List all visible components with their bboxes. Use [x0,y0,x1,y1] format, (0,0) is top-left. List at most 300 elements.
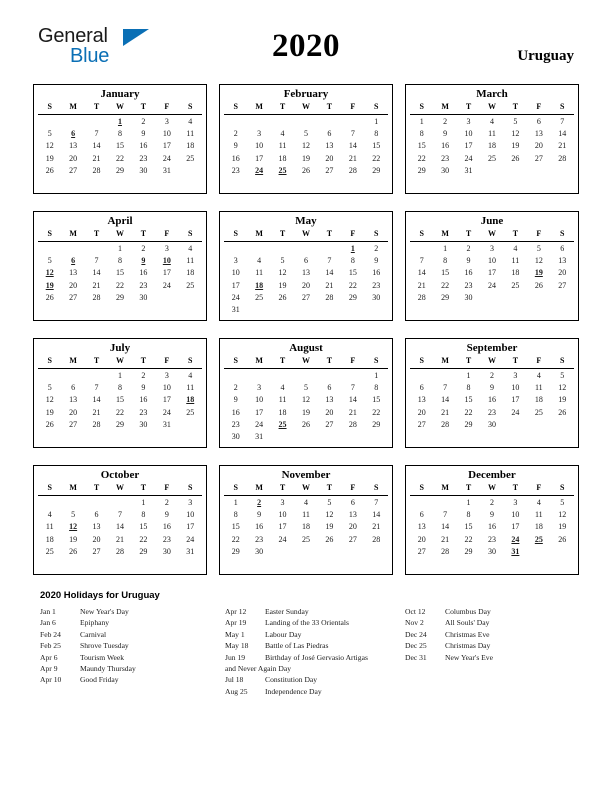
day-cell[interactable]: 15 [464,395,473,405]
day-cell[interactable]: 10 [278,510,287,520]
day-cell[interactable]: 14 [325,268,334,278]
day-cell[interactable]: 9 [443,129,448,139]
day-cell[interactable]: 2 [141,371,146,380]
day-cell[interactable]: 14 [348,141,357,151]
day-cell[interactable]: 27 [325,419,334,429]
day-cell[interactable]: 4 [280,383,285,393]
day-cell[interactable]: 16 [255,522,264,532]
day-cell[interactable]: 11 [534,383,543,393]
day-cell[interactable]: 11 [186,383,195,393]
day-cell[interactable]: 17 [487,268,496,278]
day-cell[interactable]: 23 [231,419,240,429]
day-cell[interactable]: 13 [534,129,543,139]
day-cell[interactable]: 4 [188,371,193,380]
day-cell[interactable]: 12 [278,268,287,278]
day-cell[interactable]: 12 [45,141,54,151]
day-cell-holiday[interactable]: 18 [255,280,264,290]
day-cell-holiday[interactable]: 2 [257,498,262,507]
day-cell[interactable]: 22 [115,153,124,163]
day-cell[interactable]: 28 [372,534,381,544]
day-cell[interactable]: 14 [441,522,450,532]
day-cell[interactable]: 9 [257,510,262,520]
day-cell[interactable]: 7 [350,383,355,393]
day-cell[interactable]: 16 [487,522,496,532]
day-cell[interactable]: 28 [348,419,357,429]
day-cell[interactable]: 30 [162,546,171,556]
day-cell[interactable]: 12 [301,395,310,405]
day-cell[interactable]: 12 [45,395,54,405]
day-cell[interactable]: 11 [186,129,195,139]
day-cell[interactable]: 23 [372,280,381,290]
day-cell[interactable]: 7 [327,256,332,266]
day-cell[interactable]: 11 [186,256,195,266]
day-cell[interactable]: 27 [92,546,101,556]
day-cell[interactable]: 24 [162,280,171,290]
day-cell[interactable]: 15 [115,395,124,405]
day-cell[interactable]: 10 [186,510,195,520]
day-cell[interactable]: 5 [303,129,308,139]
day-cell[interactable]: 6 [327,129,332,139]
day-cell[interactable]: 29 [115,292,124,302]
day-cell[interactable]: 11 [302,510,310,520]
day-cell[interactable]: 30 [372,292,381,302]
day-cell[interactable]: 3 [280,498,285,507]
day-cell[interactable]: 9 [466,256,471,266]
day-cell[interactable]: 30 [487,546,496,556]
day-cell[interactable]: 17 [186,522,195,532]
day-cell[interactable]: 8 [466,383,471,393]
day-cell[interactable]: 7 [94,383,99,393]
day-cell[interactable]: 19 [301,407,310,417]
day-cell-holiday[interactable]: 25 [278,419,287,429]
day-cell[interactable]: 15 [417,141,426,151]
day-cell[interactable]: 29 [464,546,473,556]
day-cell[interactable]: 8 [233,510,238,520]
day-cell[interactable]: 22 [348,280,357,290]
day-cell[interactable]: 23 [464,280,473,290]
day-cell[interactable]: 6 [419,510,424,520]
day-cell[interactable]: 2 [233,383,238,393]
day-cell[interactable]: 8 [350,256,355,266]
day-cell[interactable]: 17 [255,407,264,417]
day-cell[interactable]: 31 [255,432,264,442]
day-cell[interactable]: 26 [45,292,54,302]
day-cell[interactable]: 9 [374,256,379,266]
day-cell[interactable]: 6 [327,383,332,393]
day-cell[interactable]: 21 [92,153,101,163]
day-cell[interactable]: 13 [69,395,78,405]
day-cell[interactable]: 16 [487,395,496,405]
day-cell[interactable]: 2 [443,117,448,126]
day-cell[interactable]: 7 [94,129,99,139]
day-cell[interactable]: 5 [513,117,518,126]
day-cell[interactable]: 12 [558,510,567,520]
day-cell[interactable]: 15 [139,522,148,532]
day-cell[interactable]: 8 [374,383,379,393]
day-cell[interactable]: 3 [257,129,262,139]
day-cell[interactable]: 27 [417,419,426,429]
day-cell[interactable]: 4 [513,244,518,253]
day-cell[interactable]: 4 [536,371,541,380]
day-cell[interactable]: 2 [141,244,146,253]
day-cell[interactable]: 18 [301,522,310,532]
day-cell[interactable]: 5 [47,129,52,139]
day-cell-holiday[interactable]: 9 [141,256,146,266]
day-cell[interactable]: 26 [278,292,287,302]
day-cell[interactable]: 11 [45,522,54,532]
day-cell[interactable]: 8 [117,256,122,266]
day-cell[interactable]: 25 [255,292,264,302]
day-cell[interactable]: 19 [278,280,287,290]
day-cell[interactable]: 22 [417,153,426,163]
day-cell[interactable]: 14 [115,522,124,532]
day-cell[interactable]: 30 [231,432,240,442]
day-cell[interactable]: 29 [231,546,240,556]
day-cell[interactable]: 30 [464,292,473,302]
day-cell[interactable]: 16 [441,141,450,151]
day-cell[interactable]: 4 [536,498,541,507]
day-cell[interactable]: 29 [115,165,124,175]
day-cell[interactable]: 27 [534,153,543,163]
day-cell[interactable]: 21 [372,522,381,532]
day-cell[interactable]: 24 [278,534,287,544]
day-cell[interactable]: 19 [69,534,78,544]
day-cell[interactable]: 21 [115,534,124,544]
day-cell[interactable]: 28 [92,419,101,429]
day-cell[interactable]: 16 [139,141,148,151]
day-cell[interactable]: 1 [141,498,146,507]
day-cell-holiday[interactable]: 6 [71,129,76,139]
day-cell[interactable]: 17 [255,153,264,163]
day-cell[interactable]: 3 [513,498,518,507]
day-cell[interactable]: 18 [278,407,287,417]
day-cell-holiday[interactable]: 24 [255,165,264,175]
day-cell[interactable]: 19 [558,395,567,405]
day-cell[interactable]: 2 [489,371,494,380]
day-cell[interactable]: 30 [139,292,148,302]
day-cell[interactable]: 8 [374,129,379,139]
day-cell[interactable]: 4 [280,129,285,139]
day-cell[interactable]: 7 [350,129,355,139]
day-cell[interactable]: 23 [139,153,148,163]
day-cell[interactable]: 2 [489,498,494,507]
day-cell[interactable]: 15 [115,141,124,151]
day-cell[interactable]: 14 [417,268,426,278]
day-cell[interactable]: 17 [278,522,287,532]
day-cell[interactable]: 17 [162,141,171,151]
day-cell[interactable]: 1 [466,498,471,507]
day-cell[interactable]: 21 [441,407,450,417]
day-cell-holiday[interactable]: 19 [45,280,54,290]
day-cell[interactable]: 14 [92,395,101,405]
day-cell[interactable]: 14 [441,395,450,405]
day-cell[interactable]: 25 [45,546,54,556]
day-cell[interactable]: 6 [71,383,76,393]
day-cell[interactable]: 26 [301,419,310,429]
day-cell[interactable]: 18 [45,534,54,544]
day-cell[interactable]: 24 [231,292,240,302]
day-cell[interactable]: 3 [233,256,238,266]
day-cell[interactable]: 21 [92,407,101,417]
day-cell-holiday[interactable]: 6 [71,256,76,266]
day-cell[interactable]: 24 [162,407,171,417]
day-cell-holiday[interactable]: 1 [117,117,122,126]
day-cell[interactable]: 4 [188,244,193,253]
day-cell[interactable]: 3 [257,383,262,393]
day-cell[interactable]: 19 [325,522,334,532]
day-cell[interactable]: 23 [441,153,450,163]
day-cell[interactable]: 10 [487,256,496,266]
day-cell-holiday[interactable]: 18 [186,395,195,405]
day-cell[interactable]: 25 [487,153,496,163]
day-cell[interactable]: 10 [162,129,171,139]
day-cell[interactable]: 3 [164,371,169,380]
day-cell[interactable]: 31 [231,305,240,315]
day-cell[interactable]: 22 [441,280,450,290]
day-cell[interactable]: 11 [278,141,287,151]
day-cell[interactable]: 23 [139,280,148,290]
day-cell[interactable]: 8 [419,129,424,139]
day-cell[interactable]: 19 [45,153,54,163]
day-cell[interactable]: 14 [92,268,101,278]
day-cell[interactable]: 6 [94,510,99,520]
day-cell[interactable]: 16 [139,395,148,405]
day-cell[interactable]: 10 [255,395,264,405]
day-cell[interactable]: 26 [511,153,520,163]
day-cell[interactable]: 14 [372,510,381,520]
day-cell[interactable]: 26 [301,165,310,175]
day-cell[interactable]: 23 [487,407,496,417]
day-cell[interactable]: 12 [534,256,543,266]
day-cell[interactable]: 26 [325,534,334,544]
day-cell[interactable]: 7 [374,498,379,507]
day-cell-holiday[interactable]: 25 [278,165,287,175]
day-cell[interactable]: 20 [417,534,426,544]
day-cell[interactable]: 17 [162,395,171,405]
day-cell[interactable]: 3 [513,371,518,380]
day-cell[interactable]: 1 [117,371,122,380]
day-cell[interactable]: 14 [348,395,357,405]
day-cell[interactable]: 30 [487,419,496,429]
day-cell[interactable]: 17 [162,268,171,278]
day-cell[interactable]: 3 [466,117,471,126]
day-cell[interactable]: 24 [487,280,496,290]
day-cell[interactable]: 28 [441,419,450,429]
day-cell[interactable]: 18 [487,141,496,151]
day-cell[interactable]: 5 [560,371,565,380]
day-cell[interactable]: 23 [162,534,171,544]
day-cell[interactable]: 10 [255,141,264,151]
day-cell[interactable]: 21 [441,534,450,544]
day-cell[interactable]: 28 [92,165,101,175]
day-cell[interactable]: 15 [464,522,473,532]
day-cell[interactable]: 25 [186,153,195,163]
day-cell[interactable]: 18 [186,141,195,151]
day-cell[interactable]: 18 [278,153,287,163]
day-cell[interactable]: 9 [141,129,146,139]
day-cell[interactable]: 6 [536,117,541,126]
day-cell[interactable]: 21 [325,280,334,290]
day-cell[interactable]: 15 [372,141,381,151]
day-cell[interactable]: 13 [558,256,567,266]
day-cell[interactable]: 24 [511,407,520,417]
day-cell[interactable]: 20 [558,268,567,278]
day-cell[interactable]: 2 [141,117,146,126]
day-cell[interactable]: 29 [464,419,473,429]
day-cell[interactable]: 6 [560,244,565,253]
day-cell-holiday[interactable]: 24 [511,534,520,544]
day-cell[interactable]: 16 [162,522,171,532]
day-cell[interactable]: 11 [488,129,496,139]
day-cell[interactable]: 19 [45,407,54,417]
day-cell[interactable]: 9 [489,510,494,520]
day-cell[interactable]: 4 [489,117,494,126]
day-cell[interactable]: 29 [139,546,148,556]
day-cell[interactable]: 7 [560,117,565,126]
day-cell[interactable]: 16 [464,268,473,278]
day-cell[interactable]: 1 [374,371,379,380]
day-cell[interactable]: 31 [464,165,473,175]
day-cell[interactable]: 21 [348,153,357,163]
day-cell[interactable]: 20 [325,407,334,417]
day-cell[interactable]: 20 [417,407,426,417]
day-cell[interactable]: 18 [186,268,195,278]
day-cell[interactable]: 16 [372,268,381,278]
day-cell-holiday[interactable]: 31 [511,546,520,556]
day-cell[interactable]: 19 [558,522,567,532]
day-cell[interactable]: 30 [441,165,450,175]
day-cell[interactable]: 29 [417,165,426,175]
day-cell[interactable]: 5 [560,498,565,507]
day-cell[interactable]: 17 [464,141,473,151]
day-cell[interactable]: 13 [69,268,78,278]
day-cell[interactable]: 23 [231,165,240,175]
day-cell[interactable]: 25 [186,280,195,290]
day-cell[interactable]: 22 [115,280,124,290]
day-cell[interactable]: 19 [301,153,310,163]
day-cell[interactable]: 24 [255,419,264,429]
day-cell[interactable]: 10 [231,268,240,278]
day-cell[interactable]: 31 [162,165,171,175]
day-cell[interactable]: 22 [115,407,124,417]
day-cell[interactable]: 20 [69,280,78,290]
day-cell[interactable]: 7 [443,383,448,393]
day-cell[interactable]: 25 [511,280,520,290]
day-cell[interactable]: 20 [534,141,543,151]
day-cell[interactable]: 9 [233,141,238,151]
day-cell[interactable]: 5 [280,256,285,266]
day-cell[interactable]: 30 [139,419,148,429]
day-cell[interactable]: 27 [558,280,567,290]
day-cell[interactable]: 30 [255,546,264,556]
day-cell[interactable]: 5 [536,244,541,253]
day-cell[interactable]: 5 [71,510,76,520]
day-cell-holiday[interactable]: 25 [534,534,543,544]
day-cell[interactable]: 14 [558,129,567,139]
day-cell[interactable]: 5 [303,383,308,393]
day-cell[interactable]: 27 [301,292,310,302]
day-cell[interactable]: 22 [464,407,473,417]
day-cell[interactable]: 11 [511,256,520,266]
day-cell-holiday[interactable]: 12 [45,268,54,278]
day-cell[interactable]: 8 [466,510,471,520]
day-cell[interactable]: 4 [47,510,52,520]
day-cell[interactable]: 27 [69,292,78,302]
day-cell[interactable]: 21 [558,141,567,151]
day-cell[interactable]: 4 [188,117,193,126]
day-cell[interactable]: 15 [231,522,240,532]
day-cell[interactable]: 27 [417,546,426,556]
day-cell[interactable]: 21 [348,407,357,417]
day-cell[interactable]: 7 [94,256,99,266]
day-cell[interactable]: 10 [162,383,171,393]
day-cell[interactable]: 5 [47,256,52,266]
day-cell[interactable]: 6 [350,498,355,507]
day-cell[interactable]: 9 [489,383,494,393]
day-cell[interactable]: 6 [419,383,424,393]
day-cell[interactable]: 18 [534,522,543,532]
day-cell[interactable]: 27 [348,534,357,544]
day-cell[interactable]: 5 [47,383,52,393]
day-cell[interactable]: 8 [443,256,448,266]
day-cell[interactable]: 2 [466,244,471,253]
day-cell[interactable]: 13 [69,141,78,151]
day-cell[interactable]: 10 [511,383,520,393]
day-cell[interactable]: 14 [92,141,101,151]
day-cell[interactable]: 26 [69,546,78,556]
day-cell[interactable]: 1 [374,117,379,126]
day-cell[interactable]: 28 [417,292,426,302]
day-cell[interactable]: 7 [117,510,122,520]
day-cell[interactable]: 22 [372,153,381,163]
day-cell[interactable]: 28 [558,153,567,163]
day-cell[interactable]: 17 [231,280,240,290]
day-cell[interactable]: 3 [489,244,494,253]
day-cell[interactable]: 6 [303,256,308,266]
day-cell[interactable]: 11 [255,268,263,278]
day-cell[interactable]: 11 [534,510,543,520]
day-cell[interactable]: 29 [372,419,381,429]
day-cell[interactable]: 23 [139,407,148,417]
day-cell[interactable]: 2 [233,129,238,139]
day-cell[interactable]: 20 [325,153,334,163]
day-cell[interactable]: 9 [164,510,169,520]
day-cell[interactable]: 12 [325,510,334,520]
day-cell[interactable]: 12 [558,383,567,393]
day-cell[interactable]: 13 [417,522,426,532]
day-cell[interactable]: 10 [511,510,520,520]
day-cell[interactable]: 13 [348,510,357,520]
day-cell[interactable]: 26 [45,419,54,429]
day-cell[interactable]: 22 [139,534,148,544]
day-cell[interactable]: 13 [417,395,426,405]
day-cell[interactable]: 25 [301,534,310,544]
day-cell[interactable]: 20 [92,534,101,544]
day-cell[interactable]: 8 [117,129,122,139]
day-cell[interactable]: 20 [348,522,357,532]
day-cell[interactable]: 5 [327,498,332,507]
day-cell[interactable]: 24 [464,153,473,163]
day-cell[interactable]: 22 [231,534,240,544]
day-cell[interactable]: 16 [231,153,240,163]
day-cell[interactable]: 9 [141,383,146,393]
day-cell[interactable]: 22 [464,534,473,544]
day-cell[interactable]: 20 [301,280,310,290]
day-cell[interactable]: 23 [255,534,264,544]
day-cell[interactable]: 13 [92,522,101,532]
day-cell[interactable]: 16 [231,407,240,417]
day-cell[interactable]: 13 [301,268,310,278]
